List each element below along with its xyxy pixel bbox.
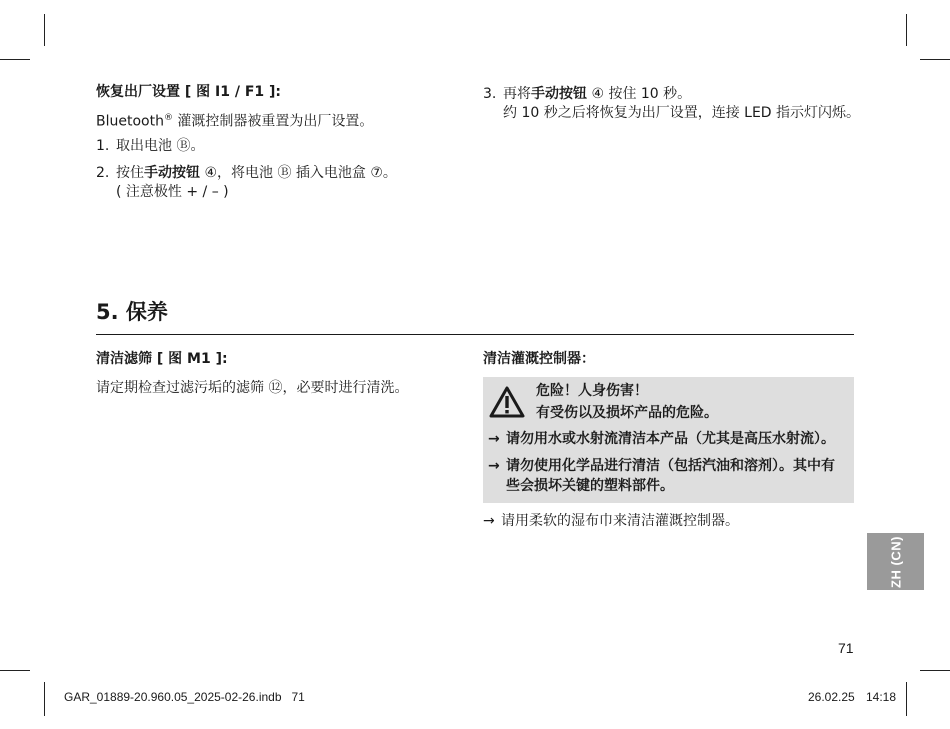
warning-item-2-cont: 些会损坏关键的塑料部件。 — [506, 478, 674, 494]
page-number: 71 — [838, 640, 854, 656]
step-text-pre: 再将 — [503, 86, 531, 102]
reset-step-3 — [483, 85, 691, 104]
crop-mark — [44, 682, 45, 716]
danger-box — [483, 377, 854, 503]
reset-step-3-detail: 约 10 秒之后将恢复为出厂设置，连接 LED 指示灯闪烁。 — [503, 105, 861, 121]
manual-button-label: 手动按钮 — [144, 165, 200, 181]
reset-intro — [96, 109, 373, 132]
warning-item-1 — [488, 430, 835, 449]
arrow-icon: → — [488, 431, 500, 447]
crop-mark — [44, 14, 45, 46]
tip-text: 请用柔软的湿布巾来清洁灌溉控制器。 — [501, 513, 739, 529]
reset-heading: 恢复出厂设置 [ 图 I1 / F1 ]: — [96, 84, 282, 100]
language-tab — [867, 533, 924, 590]
crop-mark — [906, 14, 907, 46]
polarity-note: ( 注意极性 + / – ) — [116, 184, 229, 200]
footer-date: 26.02.25 — [808, 690, 855, 704]
step-text-post: ④ 按住 10 秒。 — [587, 86, 692, 102]
step-number: 1. — [96, 138, 110, 154]
danger-subtitle: 有受伤以及损坏产品的危险。 — [536, 405, 718, 421]
crop-mark — [920, 59, 950, 60]
crop-mark — [920, 670, 950, 671]
reset-step-1 — [96, 137, 204, 156]
section-rule — [96, 334, 854, 335]
arrow-icon: → — [483, 513, 495, 529]
warning-triangle-icon — [489, 386, 525, 418]
warning-text: 请勿用水或水射流清洁本产品（尤其是高压水射流）。 — [506, 431, 835, 447]
cleaning-tip — [483, 512, 739, 531]
filter-heading: 清洁滤筛 [ 图 M1 ]: — [96, 351, 228, 367]
language-tab-label: ZH (CN) — [888, 535, 903, 588]
step-text-post: ④，将电池 Ⓑ 插入电池盒 ⑦。 — [200, 165, 397, 181]
warning-text: 请勿使用化学品进行清洁（包括汽油和溶剂）。其中有 — [506, 458, 835, 474]
step-text-pre: 按住 — [116, 165, 144, 181]
reset-intro-text: 灌溉控制器被重置为出厂设置。 — [172, 113, 374, 130]
reset-intro-reg: ® — [163, 113, 173, 123]
reset-step-2 — [96, 164, 397, 183]
step-number: 2. — [96, 165, 110, 181]
step-number: 3. — [483, 86, 497, 102]
danger-title: 危险！人身伤害！ — [536, 383, 648, 399]
section-title: 5. 保养 — [96, 300, 168, 324]
crop-mark — [0, 59, 30, 60]
reset-intro-brand: Bluetooth — [96, 113, 164, 130]
filter-text: 请定期检查过滤污垢的滤筛 ⑫，必要时进行清洗。 — [96, 380, 409, 396]
warning-item-2 — [488, 457, 835, 476]
crop-mark — [906, 682, 907, 716]
arrow-icon: → — [488, 458, 500, 474]
manual-button-label: 手动按钮 — [531, 86, 587, 102]
footer-time: 14:18 — [866, 690, 897, 704]
controller-heading: 清洁灌溉控制器： — [483, 351, 595, 367]
step-text: 取出电池 Ⓑ。 — [116, 138, 205, 154]
footer-filename: GAR_01889-20.960.05_2025-02-26.indb 71 — [64, 690, 305, 704]
crop-mark — [0, 670, 30, 671]
